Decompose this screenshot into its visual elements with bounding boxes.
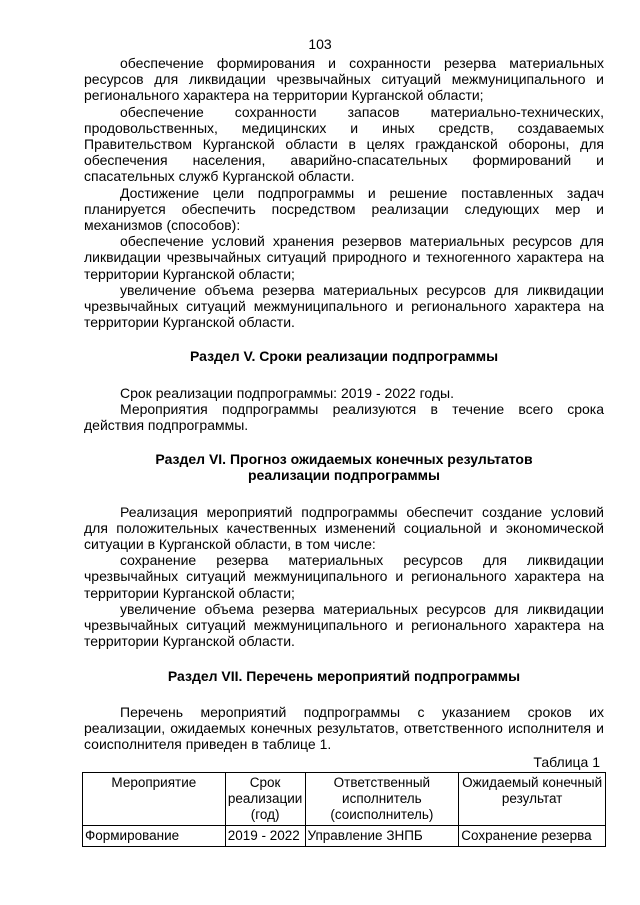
table-row — [83, 825, 606, 846]
section-heading-v: Раздел V. Сроки реализации подпрограммы — [189, 348, 499, 365]
paragraph: обеспечение сохранности запасов материально-технических, продовольственных, медицинских и иных средств, создаваемых Правительством Курганской области в целях гражданской обороны, для обеспечения населения, аварийно-спасательных формирований и спасательных служб Курганской области. — [84, 103, 604, 185]
paragraph: Срок реализации подпрограммы: 2019 - 2022 годы. — [120, 384, 454, 401]
page-content — [84, 55, 604, 847]
paragraph: обеспечение условий хранения резервов материальных ресурсов для ликвидации чрезвычайных ситуаций природного и техногенного характера на территории Курганской области; — [84, 233, 604, 282]
table-header-cell: Ожидаемый конечный результат — [459, 772, 606, 825]
measures-table — [82, 772, 606, 847]
page-number: 103 — [308, 36, 332, 52]
table-caption: Таблица 1 — [533, 754, 600, 771]
table-header-row — [83, 772, 606, 825]
paragraph: увеличение объема резерва материальных ресурсов для ликвидации чрезвычайных ситуаций межмуниципального и регионального характера на территории Курганской области. — [84, 600, 604, 650]
section-heading-vii: Раздел VII. Перечень мероприятий подпрограммы — [167, 667, 521, 684]
section-heading-vi-line2: реализации подпрограммы — [247, 467, 440, 484]
table-header-cell: Ответственный исполнитель (соисполнитель) — [305, 772, 459, 825]
table-cell: 2019 - 2022 — [225, 825, 305, 846]
paragraph: Перечень мероприятий подпрограммы с указанием сроков их реализации, ожидаемых конечных результатов, ответственного исполнителя и соисполнителя приведен в таблице 1. — [84, 703, 604, 753]
table-cell: Сохранение резерва — [459, 825, 606, 846]
table-cell: Формирование — [83, 825, 226, 846]
paragraph: Реализация мероприятий подпрограммы обеспечит создание условий для положительных качественных изменений социальной и экономической ситуации в Курганской области, в том числе: — [84, 503, 604, 553]
paragraph: сохранение резерва материальных ресурсов для ликвидации чрезвычайных ситуаций межмуниципального и регионального характера на территории Курганской области; — [84, 552, 604, 601]
table-header-cell: Срок реализации (год) — [225, 772, 305, 825]
paragraph: увеличение объема резерва материальных ресурсов для ликвидации чрезвычайных ситуаций межмуниципального и регионального характера на территории Курганской области. — [84, 281, 604, 331]
table-cell: Управление ЗНПБ — [305, 825, 459, 846]
paragraph: Мероприятия подпрограммы реализуются в течение всего срока действия подпрограммы. — [84, 400, 604, 434]
table-header-cell: Мероприятие — [83, 772, 226, 825]
paragraph: Достижение цели подпрограммы и решение поставленных задач планируется обеспечить посредством реализации следующих мер и механизмов (способов): — [84, 184, 604, 234]
section-heading-vi-line1: Раздел VI. Прогноз ожидаемых конечных результатов — [155, 451, 533, 468]
paragraph: обеспечение формирования и сохранности резерва материальных ресурсов для ликвидации чрезвычайных ситуаций межмуниципального и регионального характера на территории Курганской области; — [84, 55, 604, 104]
